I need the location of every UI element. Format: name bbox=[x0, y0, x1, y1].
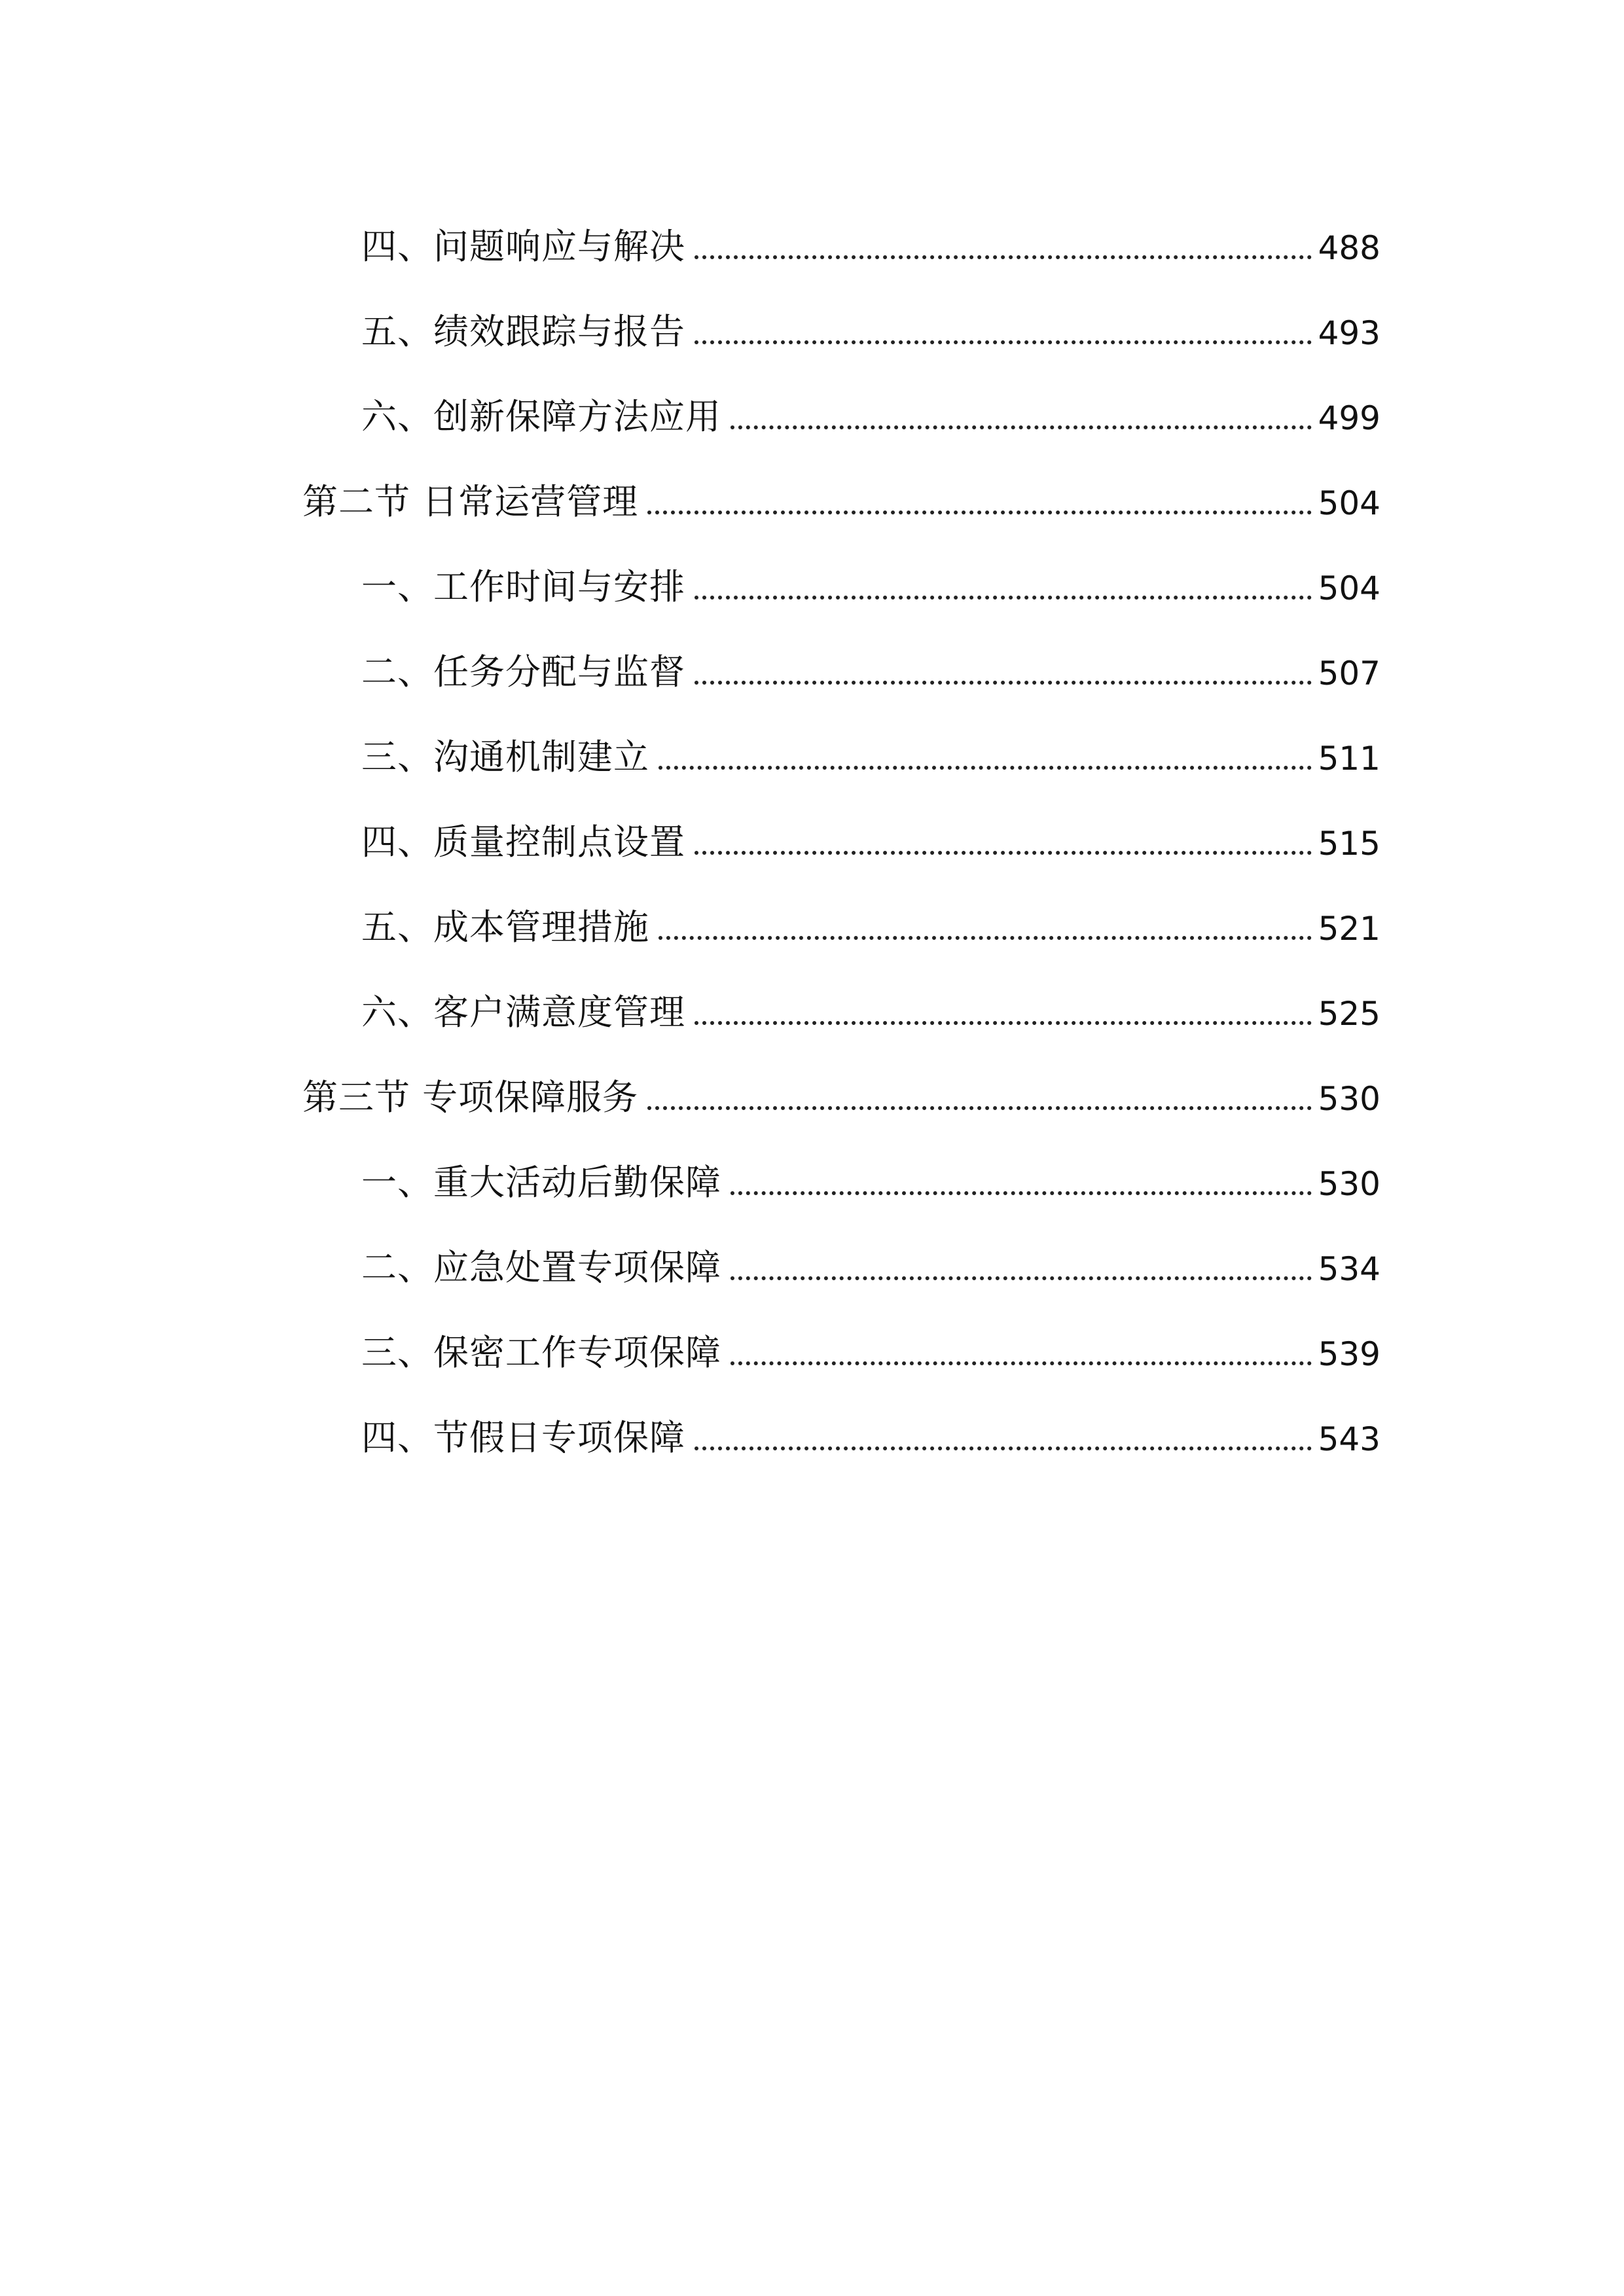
toc-entry[interactable] bbox=[361, 804, 1380, 863]
toc-entry-label: 四、问题响应与解决 bbox=[361, 226, 685, 267]
toc-dot-leader bbox=[695, 596, 1312, 600]
toc-dot-leader bbox=[659, 936, 1312, 940]
toc-page-number: 511 bbox=[1318, 740, 1380, 778]
toc-entry-label: 六、创新保障方法应用 bbox=[361, 396, 721, 437]
toc-page-number: 488 bbox=[1318, 229, 1380, 267]
toc-entry[interactable] bbox=[361, 889, 1380, 948]
toc-entry-label: 四、节假日专项保障 bbox=[361, 1417, 685, 1458]
toc-entry[interactable] bbox=[361, 1314, 1380, 1373]
toc-page-number: 493 bbox=[1318, 314, 1380, 352]
toc-entry-label: 三、沟通机制建立 bbox=[361, 736, 649, 778]
toc-entry[interactable] bbox=[361, 548, 1380, 607]
toc-page-number: 521 bbox=[1318, 910, 1380, 948]
toc-page-number: 515 bbox=[1318, 825, 1380, 863]
toc-section-entry[interactable] bbox=[302, 1059, 1380, 1118]
toc-dot-leader bbox=[647, 511, 1311, 514]
toc-entry-label: 三、保密工作专项保障 bbox=[361, 1332, 721, 1373]
toc-entry-label: 六、客户满意度管理 bbox=[361, 992, 685, 1033]
toc-page-number: 499 bbox=[1318, 399, 1380, 437]
toc-entry[interactable] bbox=[361, 378, 1380, 437]
toc-page-number: 530 bbox=[1318, 1165, 1380, 1203]
toc-entry-label: 五、成本管理措施 bbox=[361, 906, 649, 948]
toc-dot-leader bbox=[731, 1361, 1312, 1365]
toc-page-number: 507 bbox=[1318, 655, 1380, 692]
toc-entry[interactable] bbox=[361, 293, 1380, 352]
toc-page-number: 504 bbox=[1318, 484, 1380, 522]
toc-entry-label: 一、重大活动后勤保障 bbox=[361, 1162, 721, 1203]
toc-page-number: 504 bbox=[1318, 569, 1380, 607]
toc-entry-label: 二、应急处置专项保障 bbox=[361, 1247, 721, 1288]
toc-entry-label: 第三节 专项保障服务 bbox=[302, 1077, 639, 1118]
toc-entry[interactable] bbox=[361, 974, 1380, 1033]
toc-dot-leader bbox=[695, 340, 1312, 344]
toc-entry[interactable] bbox=[361, 1399, 1380, 1458]
toc-page-number: 525 bbox=[1318, 995, 1380, 1033]
toc-entry-label: 第二节 日常运营管理 bbox=[302, 481, 639, 522]
toc-page-number: 534 bbox=[1318, 1250, 1380, 1288]
toc-dot-leader bbox=[695, 851, 1312, 855]
toc-page-number: 530 bbox=[1318, 1080, 1380, 1118]
toc-dot-leader bbox=[731, 1276, 1312, 1280]
toc-entry[interactable] bbox=[361, 634, 1380, 692]
toc-entry[interactable] bbox=[361, 208, 1380, 267]
toc-page-number: 543 bbox=[1318, 1420, 1380, 1458]
toc-dot-leader bbox=[695, 1021, 1312, 1025]
toc-entry[interactable] bbox=[361, 719, 1380, 778]
toc-dot-leader bbox=[731, 425, 1312, 429]
toc-entry[interactable] bbox=[361, 1229, 1380, 1288]
toc-dot-leader bbox=[647, 1106, 1311, 1110]
toc-dot-leader bbox=[695, 255, 1312, 259]
toc-dot-leader bbox=[731, 1191, 1312, 1195]
toc-entry-label: 五、绩效跟踪与报告 bbox=[361, 311, 685, 352]
toc-page-number: 539 bbox=[1318, 1335, 1380, 1373]
toc-dot-leader bbox=[659, 766, 1312, 770]
toc-section-entry[interactable] bbox=[302, 463, 1380, 522]
toc-entry-label: 四、质量控制点设置 bbox=[361, 821, 685, 863]
toc-dot-leader bbox=[695, 1446, 1312, 1450]
toc-dot-leader bbox=[695, 681, 1312, 685]
toc-entry[interactable] bbox=[361, 1144, 1380, 1203]
toc-entry-label: 二、任务分配与监督 bbox=[361, 651, 685, 692]
toc-entry-label: 一、工作时间与安排 bbox=[361, 566, 685, 607]
